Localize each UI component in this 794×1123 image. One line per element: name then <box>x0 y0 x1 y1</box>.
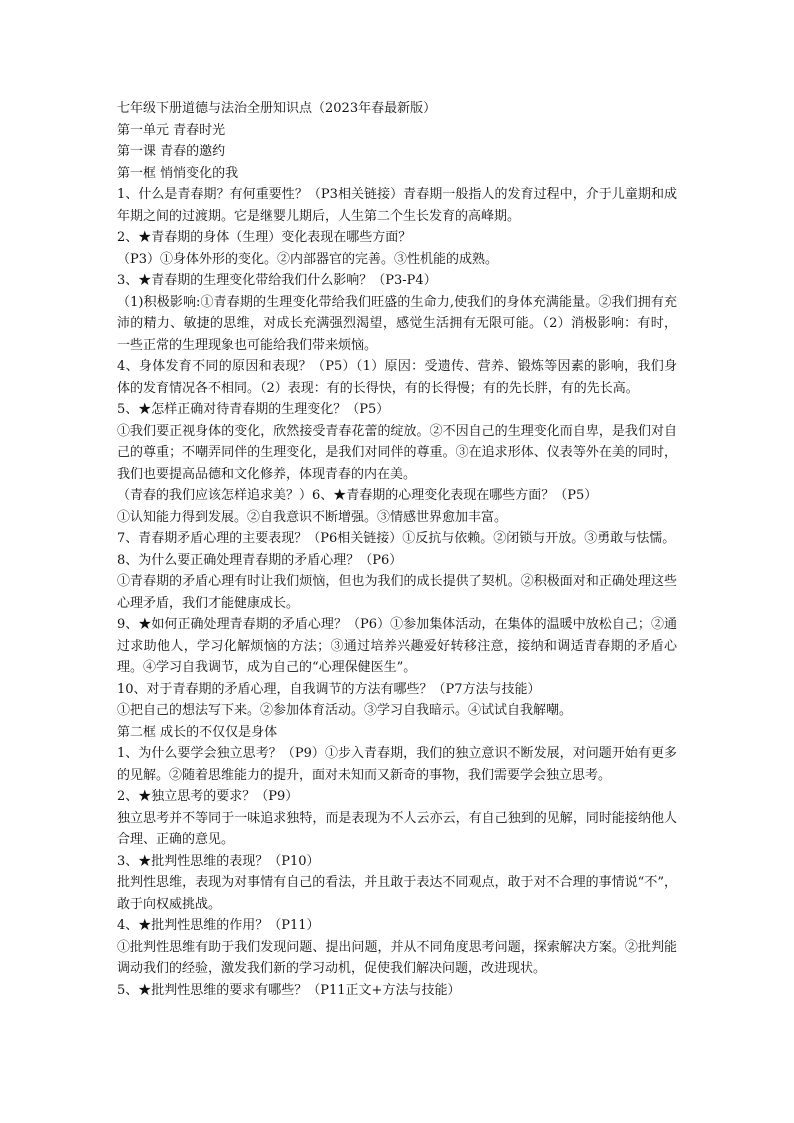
paragraph: 7、青春期矛盾心理的主要表现？（P6相关链接）①反抗与依赖。②闭锁与开放。③勇敢与怯懦。 <box>117 531 676 546</box>
question: 5、★批判性思维的要求有哪些？（P11正文+方法与技能） <box>117 982 461 998</box>
paragraph: 1、什么是青春期？有何重要性？（P3相关链接）青春期一般指人的发育过程中，介于儿童期和成年期之间的过渡期。它是继婴儿期后，人生第二个生长发育的高峰期。 <box>117 187 677 224</box>
paragraph: （1)积极影响:①青春期的生理变化带给我们旺盛的生命力,使我们的身体充满能量。②我们拥有充沛的精力、敏捷的思维，对成长充满强烈渴望，感觉生活拥有无限可能。（2）消极影响：有时，一些正常的生理现象也可能给我们带来烦恼。 <box>117 294 677 353</box>
lesson-heading: 第一课 青春的邀约 <box>117 144 226 159</box>
question: 2、★青春期的身体（生理）变化表现在哪些方面？ <box>117 230 412 245</box>
paragraph: ①把自己的想法写下来。②参加体育活动。③学习自我暗示。④试试自我解嘲。 <box>117 703 573 718</box>
question: 5、★怎样正确对待青春期的生理变化？（P5） <box>117 402 390 417</box>
section-heading: 第二框 成长的不仅仅是身体 <box>117 724 278 740</box>
paragraph: 4、身体发育不同的原因和表现？（P5）（1）原因：受遗传、营养、锻炼等因素的影响，我们身体的发育情况各不相同。（2）表现：有的长得快，有的长得慢；有的先长胖，有的先长高。 <box>117 359 677 396</box>
paragraph: ①批判性思维有助于我们发现问题、提出问题，并从不同角度思考问题，探索解决方案。②批判能调动我们的经验，激发我们新的学习动机，促使我们解决问题，改进现状。 <box>117 939 677 976</box>
question: 2、★独立思考的要求？（P9） <box>117 789 299 804</box>
paragraph: 独立思考并不等同于一味追求独特，而是表现为不人云亦云，有自己独到的见解，同时能接纳他人合理、正确的意见。 <box>117 810 677 847</box>
question: 3、★批判性思维的表现？（P10） <box>117 853 320 869</box>
paragraph: 批判性思维，表现为对事情有自己的看法，并且敢于表达不同观点，敢于对不合理的事情说“不”，敢于向权威挑战。 <box>117 875 677 912</box>
section-heading: 第一框 悄悄变化的我 <box>117 165 239 181</box>
paragraph: （P3）①身体外形的变化。②内部器官的完善。③性机能的成熟。 <box>117 251 499 267</box>
question: 10、对于青春期的矛盾心理，自我调节的方法有哪些？（P7方法与技能） <box>117 681 541 697</box>
paragraph: 1、为什么要学会独立思考？（P9）①步入青春期，我们的独立意识不断发展，对问题开始有更多的见解。②随着思维能力的提升，面对未知而又新奇的事物，我们需要学会独立思考。 <box>117 746 677 783</box>
question: 4、★批判性思维的作用？（P11） <box>117 918 320 933</box>
question: 3、★青春期的生理变化带给我们什么影响？（P3-P4） <box>117 273 437 288</box>
question: （青春的我们应该怎样追求美？）6、★青春期的心理变化表现在哪些方面？（P5） <box>117 488 598 503</box>
paragraph: ①青春期的矛盾心理有时让我们烦恼，但也为我们的成长提供了契机。②积极面对和正确处理这些心理矛盾，我们才能健康成长。 <box>117 574 677 611</box>
document-page <box>117 98 677 1001</box>
paragraph: ①认知能力得到发展。②自我意识不断增强。③情感世界愈加丰富。 <box>117 509 508 525</box>
doc-title: 七年级下册道德与法治全册知识点（2023年春最新版） <box>117 101 437 116</box>
unit-heading: 第一单元 青春时光 <box>117 122 226 138</box>
paragraph: 9、★如何正确处理青春期的矛盾心理？（P6）①参加集体活动，在集体的温暖中放松自己；②通过求助他人，学习化解烦恼的方法；③通过培养兴趣爱好转移注意，接纳和调适青春期的矛盾心理。④学习自我调节，成为自己的“心理保健医生”。 <box>117 617 677 675</box>
paragraph: ①我们要正视身体的变化，欣然接受青春花蕾的绽放。②不因自己的生理变化而自卑，是我们对自己的尊重；不嘲弄同伴的生理变化，是我们对同伴的尊重。③在追求形体、仪表等外在美的同时，我们也要提高品德和文化修养，体现青春的内在美。 <box>117 423 677 482</box>
question: 8、为什么要正确处理青春期的矛盾心理？（P6） <box>117 552 403 568</box>
